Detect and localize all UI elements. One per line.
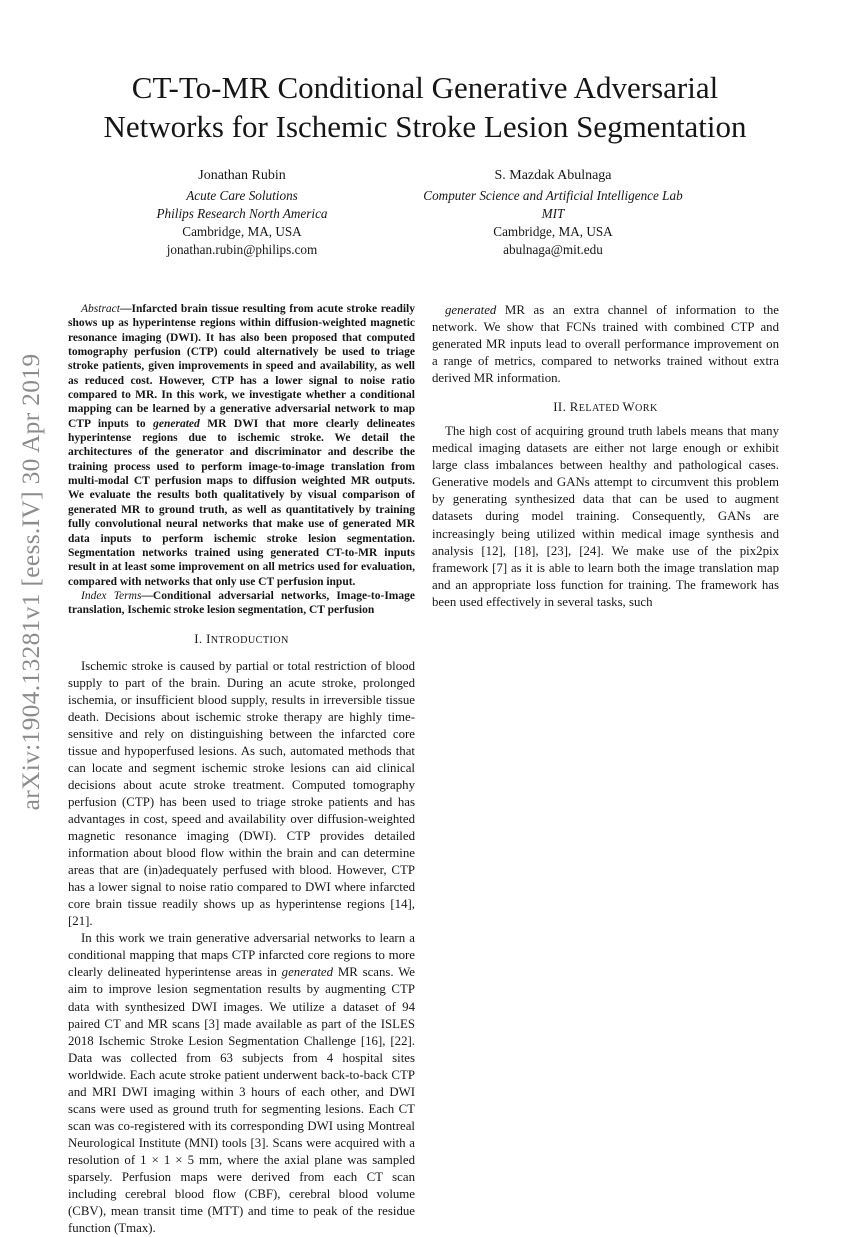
author-email: abulnaga@mit.edu <box>503 242 603 257</box>
section-heading-introduction: I. INTRODUCTION <box>194 631 289 646</box>
intro-paragraph-1: Ischemic stroke is caused by partial or total restriction of blood supply to part of the brain. During an acute stroke, prolonged ischemia, or insufficient blood supply, results in irreversible tissue death. Decisions about ischemic stroke therapy are highly time-sensitive and rely on distinguishing between the infarcted core tissue and hypoperfused lesions. As such, automated methods that can locate and segment ischemic stroke lesions can aid clinical decisions about acute stroke treatment. Computed tomography perfusion (CTP) has been used to triage stroke patients and has advantages in cost, speed and availability over diffusion-weighted magnetic resonance imaging (DWI). CTP provides detailed information about blood flow within the brain and can determine areas that are (in)adequately perfused with blood. However, CTP has a lower signal to noise ratio compared to DWI where infarcted core brain tissue readily shows up as hyperintense regions [14], [21]. <box>68 658 415 929</box>
related-work-paragraph-1: The high cost of acquiring ground truth labels means that many medical imaging datasets are either not large enough or exhibit large class imbalances between healthy and pathological cases. Generative models and GANs attempt to circumvent this problem by generating synthesized data that can be used to augment datasets during model training. Consequently, GANs are increasingly being utilized within medical image synthesis and analysis [12], [18], [23], [24]. We make use of the pix2pix framework [7] as it is able to learn both the image translation map and an appropriate loss function for training. The framework has been used effectively in several tasks, such <box>432 424 779 609</box>
author-affiliation: MIT <box>541 206 565 221</box>
author-block-1 <box>128 167 356 259</box>
author-block-2 <box>398 167 708 259</box>
author-name: Jonathan Rubin <box>198 168 286 183</box>
section-heading-related-work: II. RELATED WORK <box>553 400 658 415</box>
abstract-text: —Infarcted brain tissue resulting from acute stroke readily shows up as hyperintense regions within diffusion-weighted magnetic resonance imaging (DWI). It has also been proposed that computed tomography perfusion (CTP) could alternatively be used to triage stroke patients, given improvements in speed and availability, as well as reduced cost. However, CTP has a lower signal to noise ratio compared to MR. In this work, we investigate whether a conditional mapping can be learned by a generative adversarial network to map CTP inputs to <box>68 303 415 430</box>
right-column <box>432 302 779 611</box>
index-terms-label: Index Terms <box>81 589 142 602</box>
intro-paragraph-2: In this work we train generative adversarial networks to learn a conditional mapping that maps CTP infarcted core regions to more clearly delineated hyperintense areas in generated MR scans. We aim to improve lesion segmentation results by augmenting CTP data with synthesized DWI images. We utilize a dataset of 94 paired CT and MR scans [3] made available as part of the ISLES 2018 Ischemic Stroke Lesion Segmentation Challenge [16], [22]. Data was collected from 63 subjects from 4 hospital sites worldwide. Each acute stroke patient underwent back-to-back CTP and MRI DWI imaging within 3 hours of each other, and DWI scans were used as ground truth for segmenting lesions. Each CT scan was co-registered with its corresponding DWI using Montreal Neurological Institute (MNI) tools [3]. Scans were acquired with a resolution of 1 × 1 × 5 mm, where the axial plane was sampled sparsely. Perfusion maps were derived from each CT scan including cerebral blood flow (CBF), cerebral blood volume (CBV), mean transit time (MTT) and time to peak of the residue function (Tmax). <box>68 931 415 1236</box>
abstract <box>68 302 415 589</box>
paper-title <box>40 68 810 146</box>
arxiv-sidebar <box>6 291 56 873</box>
index-terms-text: —Conditional adversarial networks, Image-to-Image translation, Ischemic stroke lesion segmentation, CT perfusion <box>68 589 415 617</box>
abstract-label: Abstract <box>81 303 120 315</box>
intro-paragraph-3: generated MR as an extra channel of information to the network. We show that FCNs trained with combined CTP and generated MR inputs lead to overall performance improvement on a range of metrics, compared to networks trained without extra derived MR information. <box>432 303 779 386</box>
arxiv-identifier: arXiv:1904.13281v1 [eess.IV] 30 Apr 2019 <box>16 353 45 811</box>
author-location: Cambridge, MA, USA <box>182 224 302 239</box>
author-email: jonathan.rubin@philips.com <box>166 242 318 257</box>
title-line-2: Networks for Ischemic Stroke Lesion Segmentation <box>103 109 747 144</box>
author-name: S. Mazdak Abulnaga <box>494 168 612 183</box>
author-location: Cambridge, MA, USA <box>493 224 613 239</box>
author-affiliation: Acute Care Solutions <box>186 188 298 203</box>
abstract-text-continued: MR DWI that more clearly delineates hyperintense regions due to ischemic stroke. We detail the architectures of the generator and discriminator and describe the training process used to perform image-to-image translation from multi-modal CT perfusion maps to diffusion weighted MR outputs. We evaluate the results both qualitatively by visual comparison of generated MR to ground truth, as well as quantitatively by training fully convolutional neural networks that make use of generated MR data inputs to perform ischemic stroke lesion segmentation. Segmentation networks trained using generated CT-to-MR inputs result in at least some improvement on all metrics used for evaluation, compared with networks that only use CT perfusion input. <box>68 417 416 588</box>
title-line-1: CT-To-MR Conditional Generative Adversarial <box>131 70 719 105</box>
author-affiliation: Computer Science and Artificial Intelligence Lab <box>423 188 683 203</box>
abstract-emphasis: generated <box>153 417 200 430</box>
index-terms <box>68 589 415 618</box>
author-affiliation: Philips Research North America <box>156 206 328 221</box>
left-column <box>68 302 415 1237</box>
